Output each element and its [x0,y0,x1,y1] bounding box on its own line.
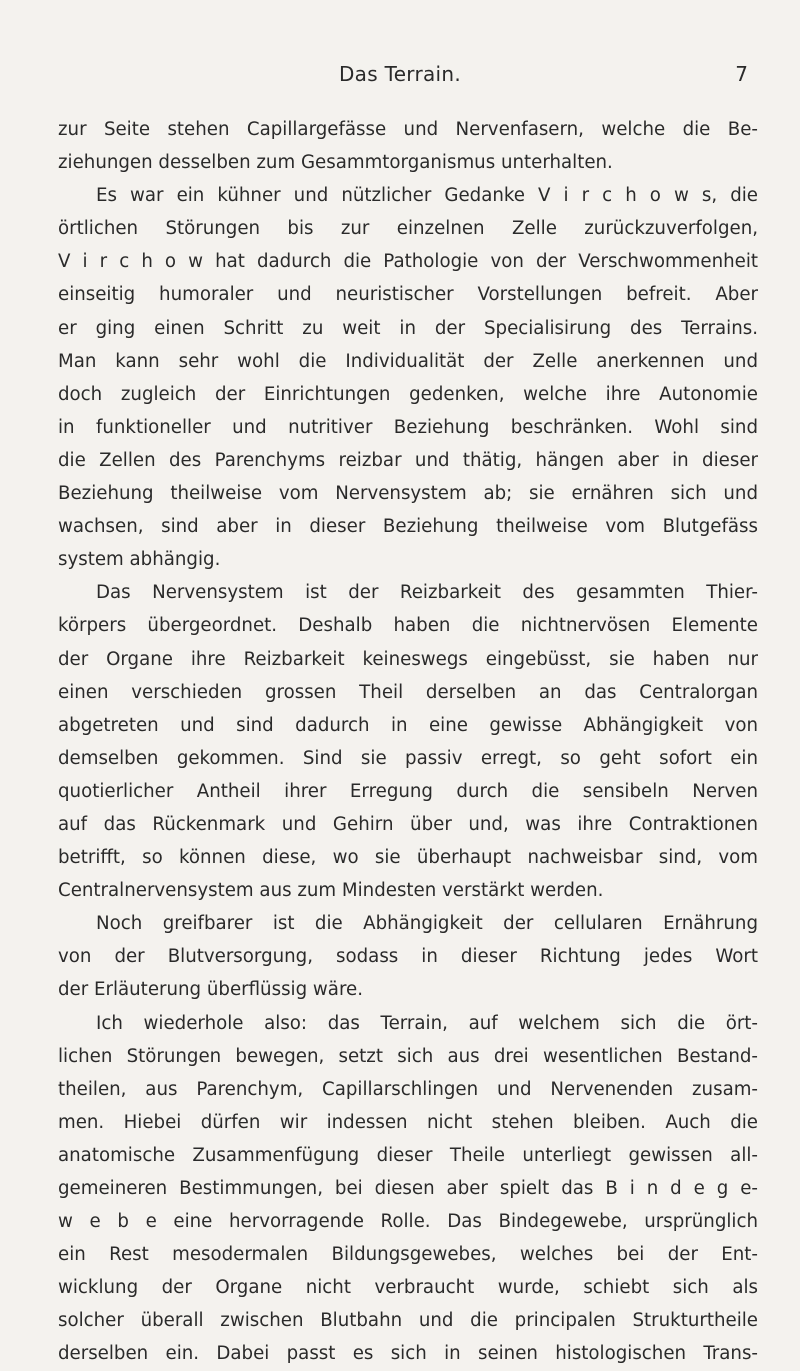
text-line: demselben gekommen. Sind sie passiv erregt, so geht sofort ein [58,747,758,769]
text-line: anatomische Zusammenfügung dieser Theile unterliegt gewissen all- [58,1144,758,1166]
text-line: die Zellen des Parenchyms reizbar und thätig, hängen aber in dieser [58,449,758,471]
text-line: zur Seite stehen Capillargefässe und Nervenfasern, welche die Be- [58,119,758,140]
page-number: 7 [735,62,748,86]
text-line: lichen Störungen bewegen, setzt sich aus drei wesentlichen Bestand- [58,1045,758,1067]
text-line: der Erläuterung überflüssig wäre. [58,979,363,1001]
text-line: system abhängig. [58,549,221,571]
text-line: Das Nervensystem ist der Reizbarkeit des gesammten Thier- [96,582,758,604]
text-line: in funktioneller und nutritiver Beziehung beschränken. Wohl sind [58,416,758,438]
text-line: Centralnervensystem aus zum Mindesten verstärkt werden. [58,880,604,902]
text-line: ein Rest mesodermalen Bildungsgewebes, welches bei der Ent- [58,1244,758,1266]
text-line: einseitig humoraler und neuristischer Vorstellungen befreit. Aber [58,284,758,306]
text-line: Man kann sehr wohl die Individualität der Zelle anerkennen und [58,350,758,372]
text-line: theilen, aus Parenchym, Capillarschlingen und Nervenenden zusam- [58,1078,758,1100]
text-line: men. Hiebei dürfen wir indessen nicht stehen bleiben. Auch die [58,1111,758,1133]
text-line: solcher überall zwischen Blutbahn und die principalen Strukturtheile [58,1310,758,1332]
text-line: einen verschieden grossen Theil derselben an das Centralorgan [58,681,758,703]
text-line: örtlichen Störungen bis zur einzelnen Zelle zurückzuverfolgen, [58,218,758,240]
text-line: V i r c h o w hat dadurch die Pathologie von der Verschwommenheit [58,251,758,273]
text-line: wicklung der Organe nicht verbraucht wurde, schiebt sich als [58,1277,758,1299]
text-line: w e b e eine hervorragende Rolle. Das Bindegewebe, ursprünglich [58,1211,758,1233]
text-line: Es war ein kühner und nützlicher Gedanke V i r c h o w s, die [96,185,758,207]
text-line: abgetreten und sind dadurch in eine gewisse Abhängigkeit von [58,714,758,736]
text-line: gemeineren Bestimmungen, bei diesen aber spielt das B i n d e g e- [58,1178,758,1199]
text-line: betrifft, so können diese, wo sie überhaupt nachweisbar sind, vom [58,847,758,869]
text-line: Noch greifbarer ist die Abhängigkeit der cellularen Ernährung [96,913,758,935]
body-text [58,113,758,1371]
text-line: quotierlicher Antheil ihrer Erregung durch die sensibeln Nerven [58,780,758,802]
text-line: er ging einen Schritt zu weit in der Specialisirung des Terrains. [58,317,758,339]
text-line: doch zugleich der Einrichtungen gedenken, welche ihre Autonomie [58,383,758,405]
text-line: derselben ein. Dabei passt es sich in seinen histologischen Trans- [58,1343,758,1365]
text-line: auf das Rückenmark und Gehirn über und, was ihre Contraktionen [58,813,758,835]
text-line: der Organe ihre Reizbarkeit keineswegs eingebüsst, sie haben nur [58,648,758,670]
running-head [0,62,800,92]
text-line: von der Blutversorgung, sodass in dieser Richtung jedes Wort [58,946,758,968]
text-line: ziehungen desselben zum Gesammtorganismus unterhalten. [58,152,613,174]
text-line: wachsen, sind aber in dieser Beziehung theilweise vom Blutgefäss [58,516,758,538]
text-line: Beziehung theilweise vom Nervensystem ab; sie ernähren sich und [58,483,758,505]
text-line: körpers übergeordnet. Deshalb haben die nichtnervösen Elemente [58,615,758,637]
running-title: Das Terrain. [338,62,462,86]
text-line: Ich wiederhole also: das Terrain, auf welchem sich die ört- [96,1012,758,1034]
